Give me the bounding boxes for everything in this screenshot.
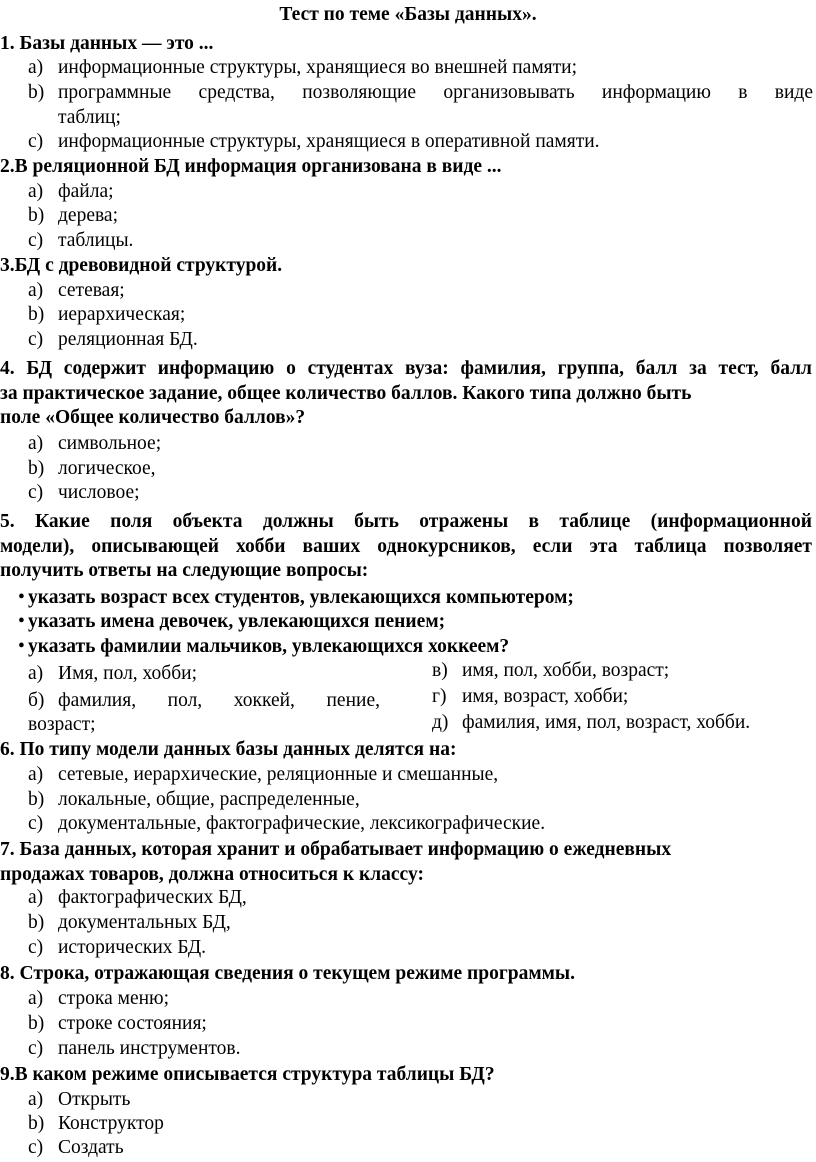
option-letter: a) bbox=[28, 764, 44, 785]
question-3: 3.БД с древовидной структурой. bbox=[0, 255, 283, 276]
option-letter: b) bbox=[28, 789, 45, 810]
option-text: информационные структуры, хранящиеся в оперативной памяти. bbox=[58, 131, 600, 152]
option-3b bbox=[28, 303, 813, 328]
option-text: локальные, общие, распределенные, bbox=[58, 789, 360, 810]
option-letter: в) bbox=[432, 660, 448, 681]
option-5g bbox=[432, 685, 628, 710]
option-text: символьное; bbox=[58, 433, 162, 454]
option-2c bbox=[28, 229, 813, 254]
bullet-item-3 bbox=[18, 635, 509, 660]
option-letter: a) bbox=[28, 181, 44, 202]
option-letter: b) bbox=[28, 1013, 45, 1034]
option-8a bbox=[28, 987, 813, 1012]
option-5d bbox=[432, 711, 750, 736]
option-letter: c) bbox=[28, 482, 44, 503]
option-letter: b) bbox=[28, 912, 45, 933]
option-letter: c) bbox=[28, 813, 44, 834]
option-text: документальные, фактографические, лексикографические. bbox=[58, 813, 546, 834]
question-4-line-2: за практическое задание, общее количество баллов. Какого типа должно быть bbox=[0, 382, 692, 404]
option-text: таблицы. bbox=[58, 230, 134, 251]
page-title: Тест по теме «Базы данных». bbox=[279, 4, 537, 25]
option-5b bbox=[28, 689, 58, 714]
option-4a bbox=[28, 432, 813, 457]
question-4-line-3: поле «Общее количество баллов»? bbox=[0, 407, 306, 429]
option-text: иерархическая; bbox=[58, 304, 186, 325]
option-7a bbox=[28, 886, 813, 911]
option-9c bbox=[28, 1136, 813, 1161]
option-8c bbox=[28, 1037, 813, 1062]
option-7c bbox=[28, 936, 813, 961]
question-6: 6. По типу модели данных базы данных делятся на: bbox=[0, 739, 457, 760]
option-letter: a) bbox=[28, 1089, 44, 1110]
question-7-line-1: 7. База данных, которая хранит и обрабатывает информацию о ежедневных bbox=[0, 839, 672, 860]
bullet-text: указать фамилии мальчиков, увлекающихся хоккеем? bbox=[28, 636, 510, 657]
bullet-text: указать возраст всех студентов, увлекающихся компьютером; bbox=[28, 587, 574, 608]
option-letter: c) bbox=[28, 1038, 44, 1059]
option-text: сетевая; bbox=[58, 280, 125, 301]
bullet-dot-icon: • bbox=[18, 636, 25, 657]
option-letter: a) bbox=[28, 57, 44, 78]
option-letter: b) bbox=[28, 1113, 45, 1134]
bullet-dot-icon: • bbox=[18, 611, 25, 632]
option-5b-text: фамилия, пол, хоккей, пение, bbox=[58, 690, 380, 711]
option-2b bbox=[28, 204, 813, 229]
option-text: информационные структуры, хранящиеся во внешней памяти; bbox=[58, 57, 578, 78]
option-letter: а) bbox=[28, 663, 44, 684]
option-text: фамилия, имя, пол, возраст, хобби. bbox=[462, 712, 751, 733]
option-1b-continued: таблиц; bbox=[58, 107, 121, 128]
option-letter: b) bbox=[28, 82, 45, 103]
option-letter: б) bbox=[28, 690, 45, 711]
option-text: фактографических БД, bbox=[58, 887, 247, 908]
option-letter: c) bbox=[28, 1137, 44, 1158]
question-2: 2.В реляционной БД информация организована в виде ... bbox=[0, 156, 502, 177]
option-letter: b) bbox=[28, 205, 45, 226]
option-letter: b) bbox=[28, 304, 45, 325]
option-text: Открыть bbox=[58, 1089, 131, 1110]
option-8b bbox=[28, 1012, 813, 1037]
option-text: числовое; bbox=[58, 482, 140, 503]
option-text: сетевые, иерархические, реляционные и смешанные, bbox=[58, 764, 499, 785]
option-text: файла; bbox=[58, 181, 114, 202]
option-text: Конструктор bbox=[58, 1113, 164, 1134]
option-5b-continued: возраст; bbox=[28, 714, 96, 735]
option-letter: г) bbox=[432, 686, 447, 707]
question-8: 8. Строка, отражающая сведения о текущем режиме программы. bbox=[0, 963, 575, 984]
question-5-line-1: 5. Какие поля объекта должны быть отражены в таблице (информационной bbox=[0, 511, 812, 532]
option-9a bbox=[28, 1088, 813, 1113]
question-4 bbox=[0, 357, 812, 431]
option-text: панель инструментов. bbox=[58, 1038, 241, 1059]
option-5v bbox=[432, 659, 669, 684]
option-letter: c) bbox=[28, 230, 44, 251]
option-2a bbox=[28, 180, 813, 205]
question-5-line-3: получить ответы на следующие вопросы: bbox=[0, 560, 369, 582]
option-text: Создать bbox=[58, 1137, 124, 1158]
option-text: логическое, bbox=[58, 458, 156, 479]
option-text: имя, пол, хобби, возраст; bbox=[462, 660, 670, 681]
option-1a bbox=[28, 56, 813, 81]
option-letter: c) bbox=[28, 937, 44, 958]
option-letter: a) bbox=[28, 433, 44, 454]
option-letter: a) bbox=[28, 280, 44, 301]
question-5-line-2: модели), описывающей хобби ваших однокурсников, если эта таблица позволяет bbox=[0, 535, 812, 557]
option-3a bbox=[28, 279, 813, 304]
option-letter: b) bbox=[28, 458, 45, 479]
option-text: документальных БД, bbox=[58, 912, 231, 933]
option-3c bbox=[28, 328, 813, 353]
option-letter: c) bbox=[28, 131, 44, 152]
option-5a bbox=[28, 662, 197, 687]
question-5 bbox=[0, 510, 812, 584]
question-7 bbox=[0, 838, 812, 887]
bullet-dot-icon: • bbox=[18, 587, 25, 608]
option-6c bbox=[28, 812, 813, 837]
option-text: строка меню; bbox=[58, 988, 170, 1009]
bullet-item-1 bbox=[18, 586, 574, 611]
option-text: исторических БД. bbox=[58, 937, 207, 958]
option-9b bbox=[28, 1112, 813, 1137]
option-text: имя, возраст, хобби; bbox=[462, 686, 629, 707]
question-1: 1. Базы данных — это ... bbox=[0, 33, 214, 54]
question-7-line-2: продажах товаров, должна относиться к классу: bbox=[0, 863, 424, 885]
option-1b-text: программные средства, позволяющие организовывать информацию в виде bbox=[58, 82, 813, 103]
option-text: Имя, пол, хобби; bbox=[58, 663, 198, 684]
option-text: строке состояния; bbox=[58, 1013, 207, 1034]
bullet-item-2 bbox=[18, 610, 445, 635]
option-6a bbox=[28, 763, 813, 788]
option-6b bbox=[28, 788, 813, 813]
option-text: дерева; bbox=[58, 205, 119, 226]
option-4b bbox=[28, 457, 813, 482]
option-letter: a) bbox=[28, 887, 44, 908]
question-9: 9.В каком режиме описывается структура таблицы БД? bbox=[0, 1064, 495, 1085]
option-text: реляционная БД. bbox=[58, 329, 198, 350]
bullet-text: указать имена девочек, увлекающихся пением; bbox=[28, 611, 446, 632]
question-4-line-1: 4. БД содержит информацию о студентах вуза: фамилия, группа, балл за тест, балл bbox=[0, 358, 812, 379]
option-4c bbox=[28, 481, 813, 506]
option-letter: a) bbox=[28, 988, 44, 1009]
option-7b bbox=[28, 911, 813, 936]
option-letter: c) bbox=[28, 329, 44, 350]
option-1c bbox=[28, 130, 813, 155]
option-letter: д) bbox=[432, 712, 449, 733]
